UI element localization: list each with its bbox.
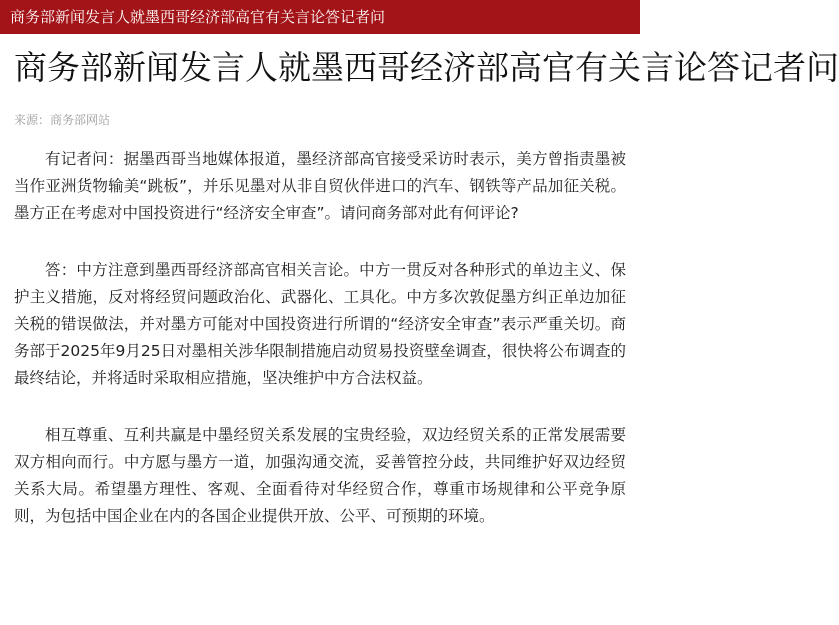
article-body xyxy=(0,146,640,530)
article-paragraph-answer: 答：中方注意到墨西哥经济部高官相关言论。中方一贯反对各种形式的单边主义、保护主义措施，反对将经贸问题政治化、武器化、工具化。中方多次敦促墨方纠正单边加征关税的错误做法，并对墨方可能对中国投资进行所谓的“经济安全审查”表示严重关切。商务部于2025年9月25日对墨相关涉华限制措施启动贸易投资壁垒调查，很快将公布调查的最终结论，并将适时采取相应措施，坚决维护中方合法权益。 xyxy=(14,261,626,387)
top-title-bar xyxy=(0,0,640,34)
article-paragraph-conclusion: 相互尊重、互利共赢是中墨经贸关系发展的宝贵经验，双边经贸关系的正常发展需要双方相向而行。中方愿与墨方一道，加强沟通交流，妥善管控分歧，共同维护好双边经贸关系大局。希望墨方理性、客观、全面看待对华经贸合作，尊重市场规律和公平竞争原则，为包括中国企业在内的各国企业提供开放、公平、可预期的环境。 xyxy=(14,426,626,525)
article-paragraph-question: 有记者问：据墨西哥当地媒体报道，墨经济部高官接受采访时表示，美方曾指责墨被当作亚洲货物输美“跳板”，并乐见墨对从非自贸伙伴进口的汽车、钢铁等产品加征关税。墨方正在考虑对中国投资进行“经济安全审查”。请问商务部对此有何评论? xyxy=(14,150,626,222)
article-source: 来源：商务部网站 xyxy=(14,113,111,127)
article-headline: 商务部新闻发言人就墨西哥经济部高官有关言论答记者问 xyxy=(14,48,839,87)
top-bar-title: 商务部新闻发言人就墨西哥经济部高官有关言论答记者问 xyxy=(10,8,386,26)
